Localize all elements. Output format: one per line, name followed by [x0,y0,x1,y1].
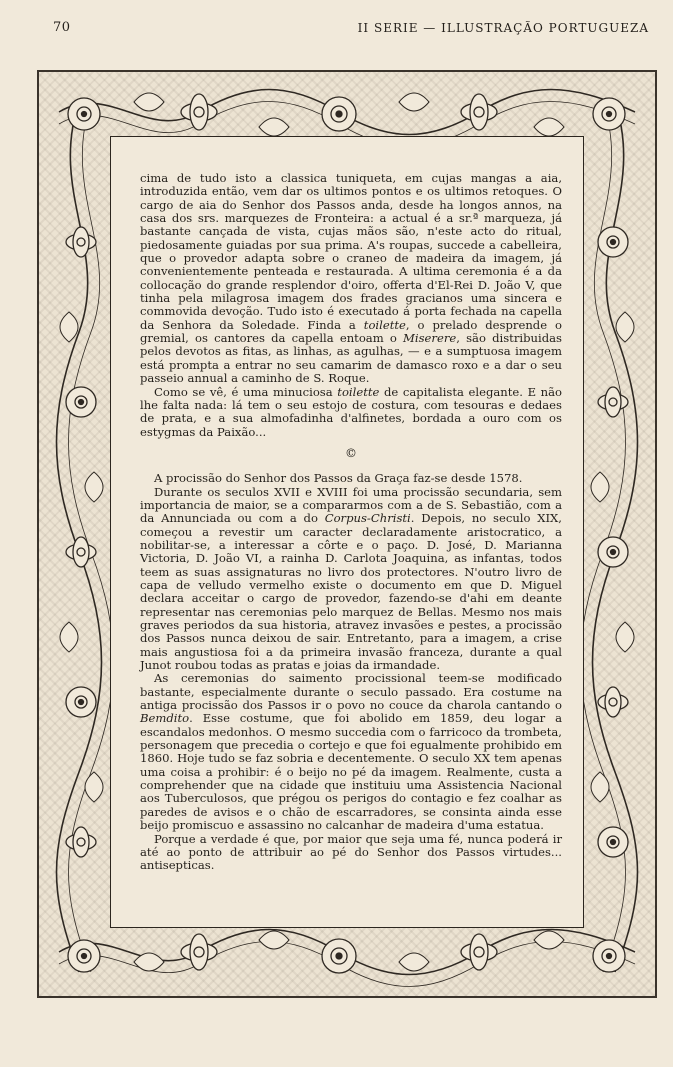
section-separator-icon: © [345,445,357,460]
page-number: 70 [53,20,71,35]
paragraph: Durante os seculos XVII e XVIII foi uma procissão secundaria, sem importancia de maior, se a compararmos com a de S. Sebastião, com a da Annunciada ou com a do Corpus-Christi. Depois, no seculo XIX, começou a revestir um caracter declaradamente aristocratico, a nobilitar-se, a interessar a côrte e o paço. D. José, D. Marianna Victoria, D. João VI, a rainha D. Carlota Joaquina, as infantas, todos teem as suas assignaturas no livro dos protectores. N'outro livro de capa de velludo vermelho existe o documento em que D. Miguel declara acceitar o cargo de provedor, fazendo-se d'ahi em deante representar nas ceremonias pelo marquez de Bellas. Mesmo nos mais graves periodos da sua historia, atravez invasões e pestes, a procissão dos Passos nunca deixou de sair. Entretanto, para a imagem, a crise mais angustiosa foi a da primeira invasão franceza, durante a qual Junot roubou todas as pratas e joias da irmandade. [140,484,562,673]
running-head: II SERIE — ILLUSTRAÇÃO PORTUGUEZA [357,21,649,35]
paragraph: A procissão do Senhor dos Passos da Graça faz-se desde 1578. [154,471,523,486]
paragraph: As ceremonias do saimento procissional teem-se modificado bastante, especialmente durante o seculo passado. Era costume na antiga procissão dos Passos ir o povo no couce da charola cantando o Bemdito. Esse costume, que foi abolido em 1859, deu logar a escandalos medonhos. O mesmo succedia com o farricoco da trombeta, personagem que precedia o cortejo e que foi egualmente prohibido em 1860. Hoje tudo se faz sobria e decentemente. O seculo XX tem apenas uma coisa a prohibir: é o beijo no pé da imagem. Realmente, custa a comprehender que na cidade que instituiu uma Assistencia Nacional aos Tuberculosos, que prégou os perigos do contagio e fez coalhar as paredes de avisos e o chão de escarradores, se consinta ainda esse beijo promiscuo e assassino no calcanhar de madeira d'uma estatua. [140,671,562,833]
article-body [140,172,562,873]
paragraph: cima de tudo isto a classica tuniqueta, em cujas mangas a aia, introduzida então, vem dar os ultimos pontos e os ultimos retoques. O cargo de aia do Senhor dos Passos anda, desde ha longos annos, na casa dos srs. marquezes de Fronteira: a actual é a sr.ª marqueza, já bastante cançada de vista, cujas mãos são, n'este acto do ritual, piedosamente guiadas por sua prima. A's roupas, succede a cabelleira, que o provedor adapta sobre o craneo de madeira da imagem, já convenientemente penteada e restaurada. A ultima ceremonia é a da collocação do grande resplendor d'oiro, offerta d'El-Rei D. João V, que tinha pela milagrosa imagem dos frades gracianos uma sincera e commovida devoção. Tudo isto é executado á porta fechada na capella da Senhora da Soledade. Finda a toilette, o prelado desprende o gremial, os cantores da capella entoam o Miserere, são distribuidas pelos devotos as fitas, as linhas, as agulhas, — e a sumptuosa imagem está prompta a entrar no seu camarim de damasco roxo e a dar o seu passeio annual a caminho de S. Roque. [140,171,562,386]
paragraph: Porque a verdade é que, por maior que seja uma fé, nunca poderá ir até ao ponto de attribuir ao pé do Senhor dos Passos virtudes... antisepticas. [140,831,562,873]
paragraph: Como se vê, é uma minuciosa toilette de capitalista elegante. E não lhe falta nada: lá tem o seu estojo de costura, com tesouras e dedaes de prata, e a sua almofadinha d'alfinetes, bordada a ouro com os estygmas da Paixão... [140,384,562,439]
